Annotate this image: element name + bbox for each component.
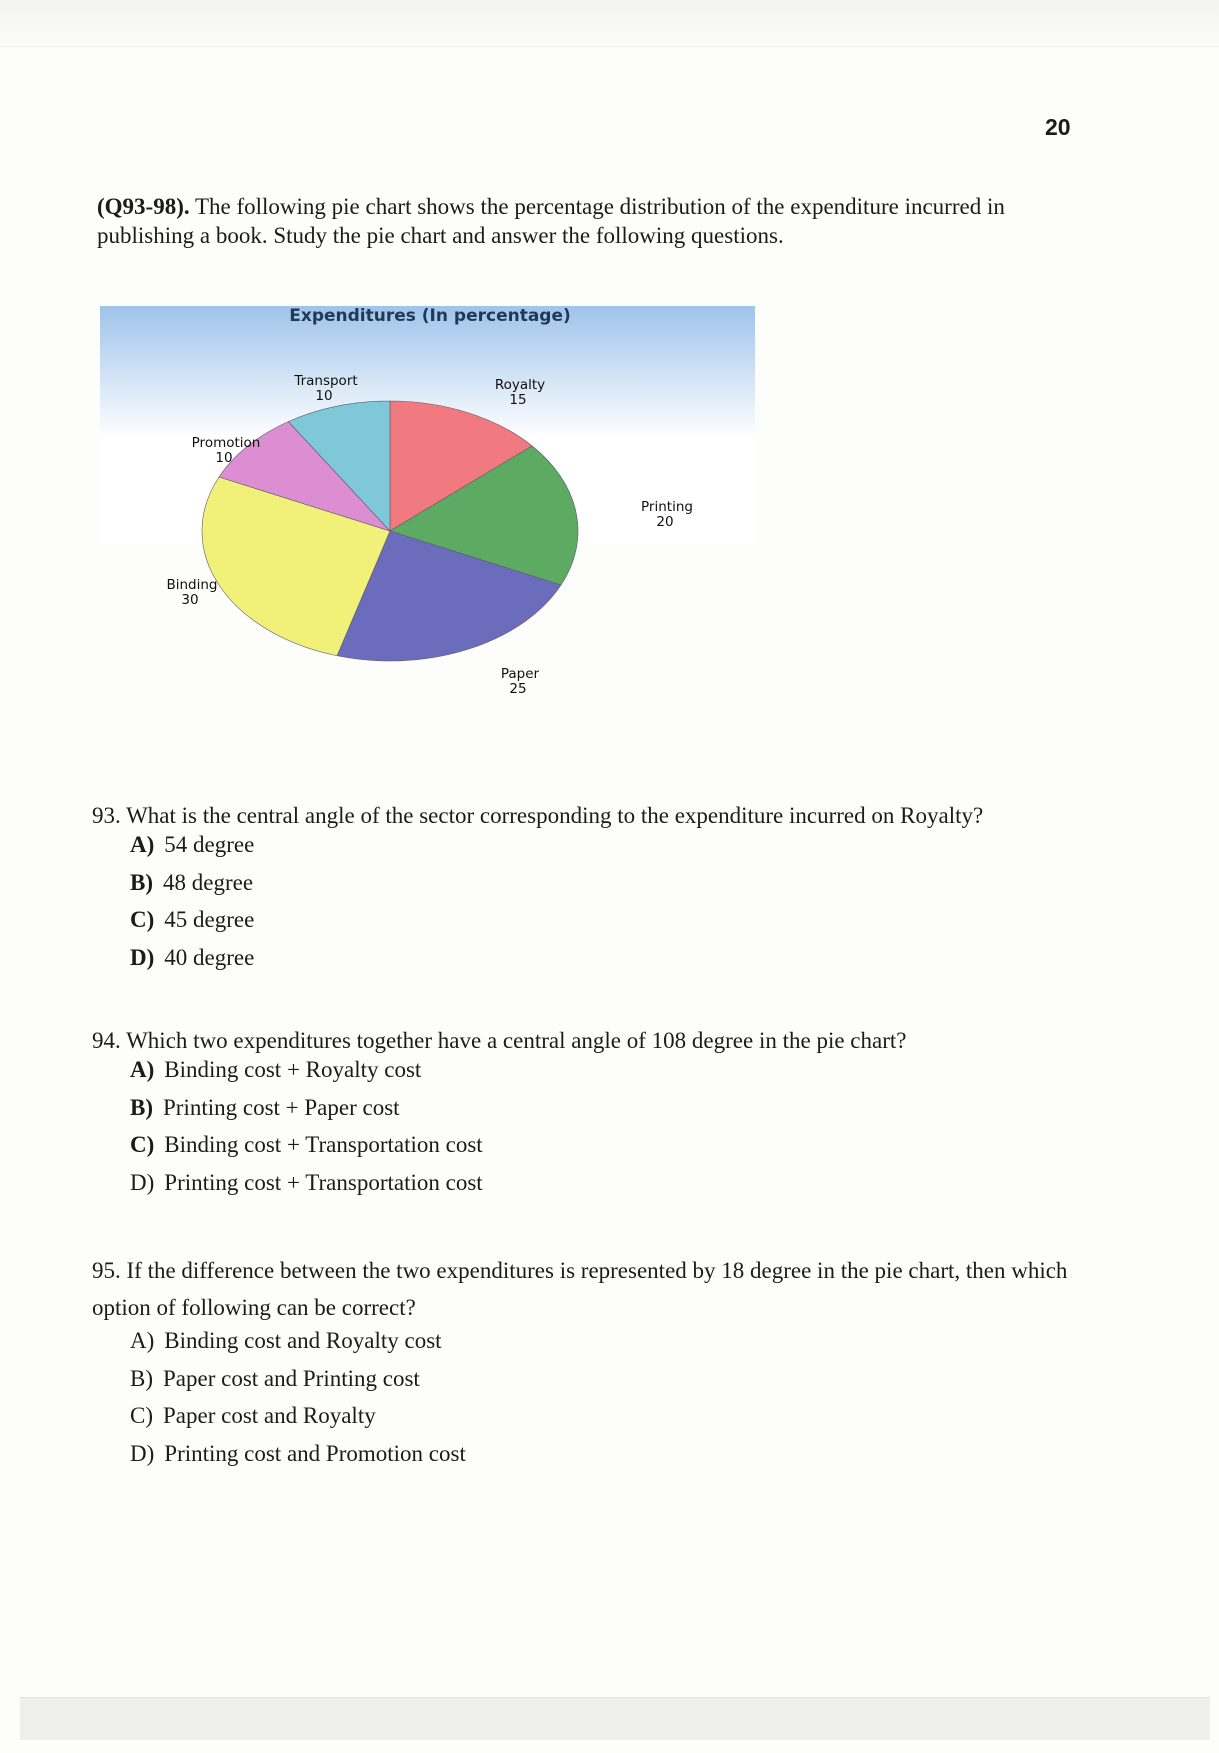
question-stem [92,1027,1102,1055]
slice-value-royalty: 15 [509,392,527,408]
question-number: 93. [92,803,121,828]
intro-paragraph [97,192,1067,250]
intro-question-range: (Q93-98). [97,194,190,219]
option-text: Paper cost and Printing cost [163,1365,420,1391]
option-letter: D) [130,1169,155,1195]
pie-chart [100,306,755,751]
option-letter: A) [130,1328,155,1353]
option-text: Printing cost and Promotion cost [164,1440,466,1466]
option-c[interactable] [130,905,1102,943]
chart-title: Expenditures (In percentage) [289,306,571,326]
option-list [92,830,1102,980]
option-b[interactable] [130,1364,1102,1402]
option-d[interactable] [130,943,1102,981]
option-text: Binding cost and Royalty cost [164,1328,442,1353]
pie-chart-svg [100,306,755,751]
page-number: 20 [1045,114,1071,140]
question-stem [92,802,1102,830]
scan-bottom-band [20,1697,1210,1740]
slice-label-promotion: Promotion [191,435,261,451]
slice-value-paper: 25 [509,681,527,697]
slice-value-promotion: 10 [215,450,233,466]
option-text: Printing cost + Transportation cost [164,1169,483,1195]
option-letter: B) [130,1365,153,1391]
option-letter: A) [130,832,155,857]
option-letter: C) [130,1132,155,1157]
slice-label-paper: Paper [500,666,540,682]
option-b[interactable] [130,868,1102,906]
option-letter: A) [130,1057,155,1082]
slice-value-transport: 10 [315,388,333,404]
option-text: 40 degree [164,944,255,970]
option-letter: D) [130,944,155,970]
slice-label-transport: Transport [294,373,358,389]
option-letter: D) [130,1440,155,1466]
question-93 [92,802,1102,980]
option-a[interactable] [130,1055,1102,1093]
slice-label-binding: Binding [166,577,218,593]
question-text: If the difference between the two expenditures is represented by 18 degree in the pie chart, then which option of following can be correct? [92,1258,1068,1320]
option-list [92,1055,1102,1205]
option-d[interactable] [130,1168,1102,1206]
option-text: Printing cost + Paper cost [163,1094,400,1120]
question-text: What is the central angle of the sector corresponding to the expenditure incurred on Royalty? [126,803,984,828]
option-text: Paper cost and Royalty [163,1403,376,1428]
question-text: Which two expenditures together have a central angle of 108 degree in the pie chart? [126,1028,907,1053]
question-94 [92,1027,1102,1205]
slice-value-binding: 30 [181,592,199,608]
question-number: 94. [92,1028,121,1053]
option-a[interactable] [130,830,1102,868]
slice-value-printing: 20 [656,514,674,530]
option-letter: B) [130,869,153,895]
option-c[interactable] [130,1401,1102,1439]
slice-label-printing: Printing [641,499,693,515]
option-text: 45 degree [164,907,255,932]
question-95 [92,1252,1102,1476]
option-text: 48 degree [163,869,254,895]
option-letter: C) [130,907,155,932]
option-a[interactable] [130,1326,1102,1364]
option-b[interactable] [130,1093,1102,1131]
scan-top-band [0,0,1219,47]
option-d[interactable] [130,1439,1102,1477]
option-text: Binding cost + Royalty cost [164,1057,422,1082]
option-text: 54 degree [164,832,255,857]
option-c[interactable] [130,1130,1102,1168]
question-stem [92,1252,1102,1326]
option-letter: B) [130,1094,153,1120]
option-letter: C) [130,1403,153,1428]
option-list [92,1326,1102,1476]
slice-label-royalty: Royalty [494,377,546,393]
question-number: 95. [92,1258,121,1283]
option-text: Binding cost + Transportation cost [164,1132,483,1157]
intro-text: The following pie chart shows the percentage distribution of the expenditure incurred in publishing a book. Study the pie chart and answer the following questions. [97,194,1005,248]
